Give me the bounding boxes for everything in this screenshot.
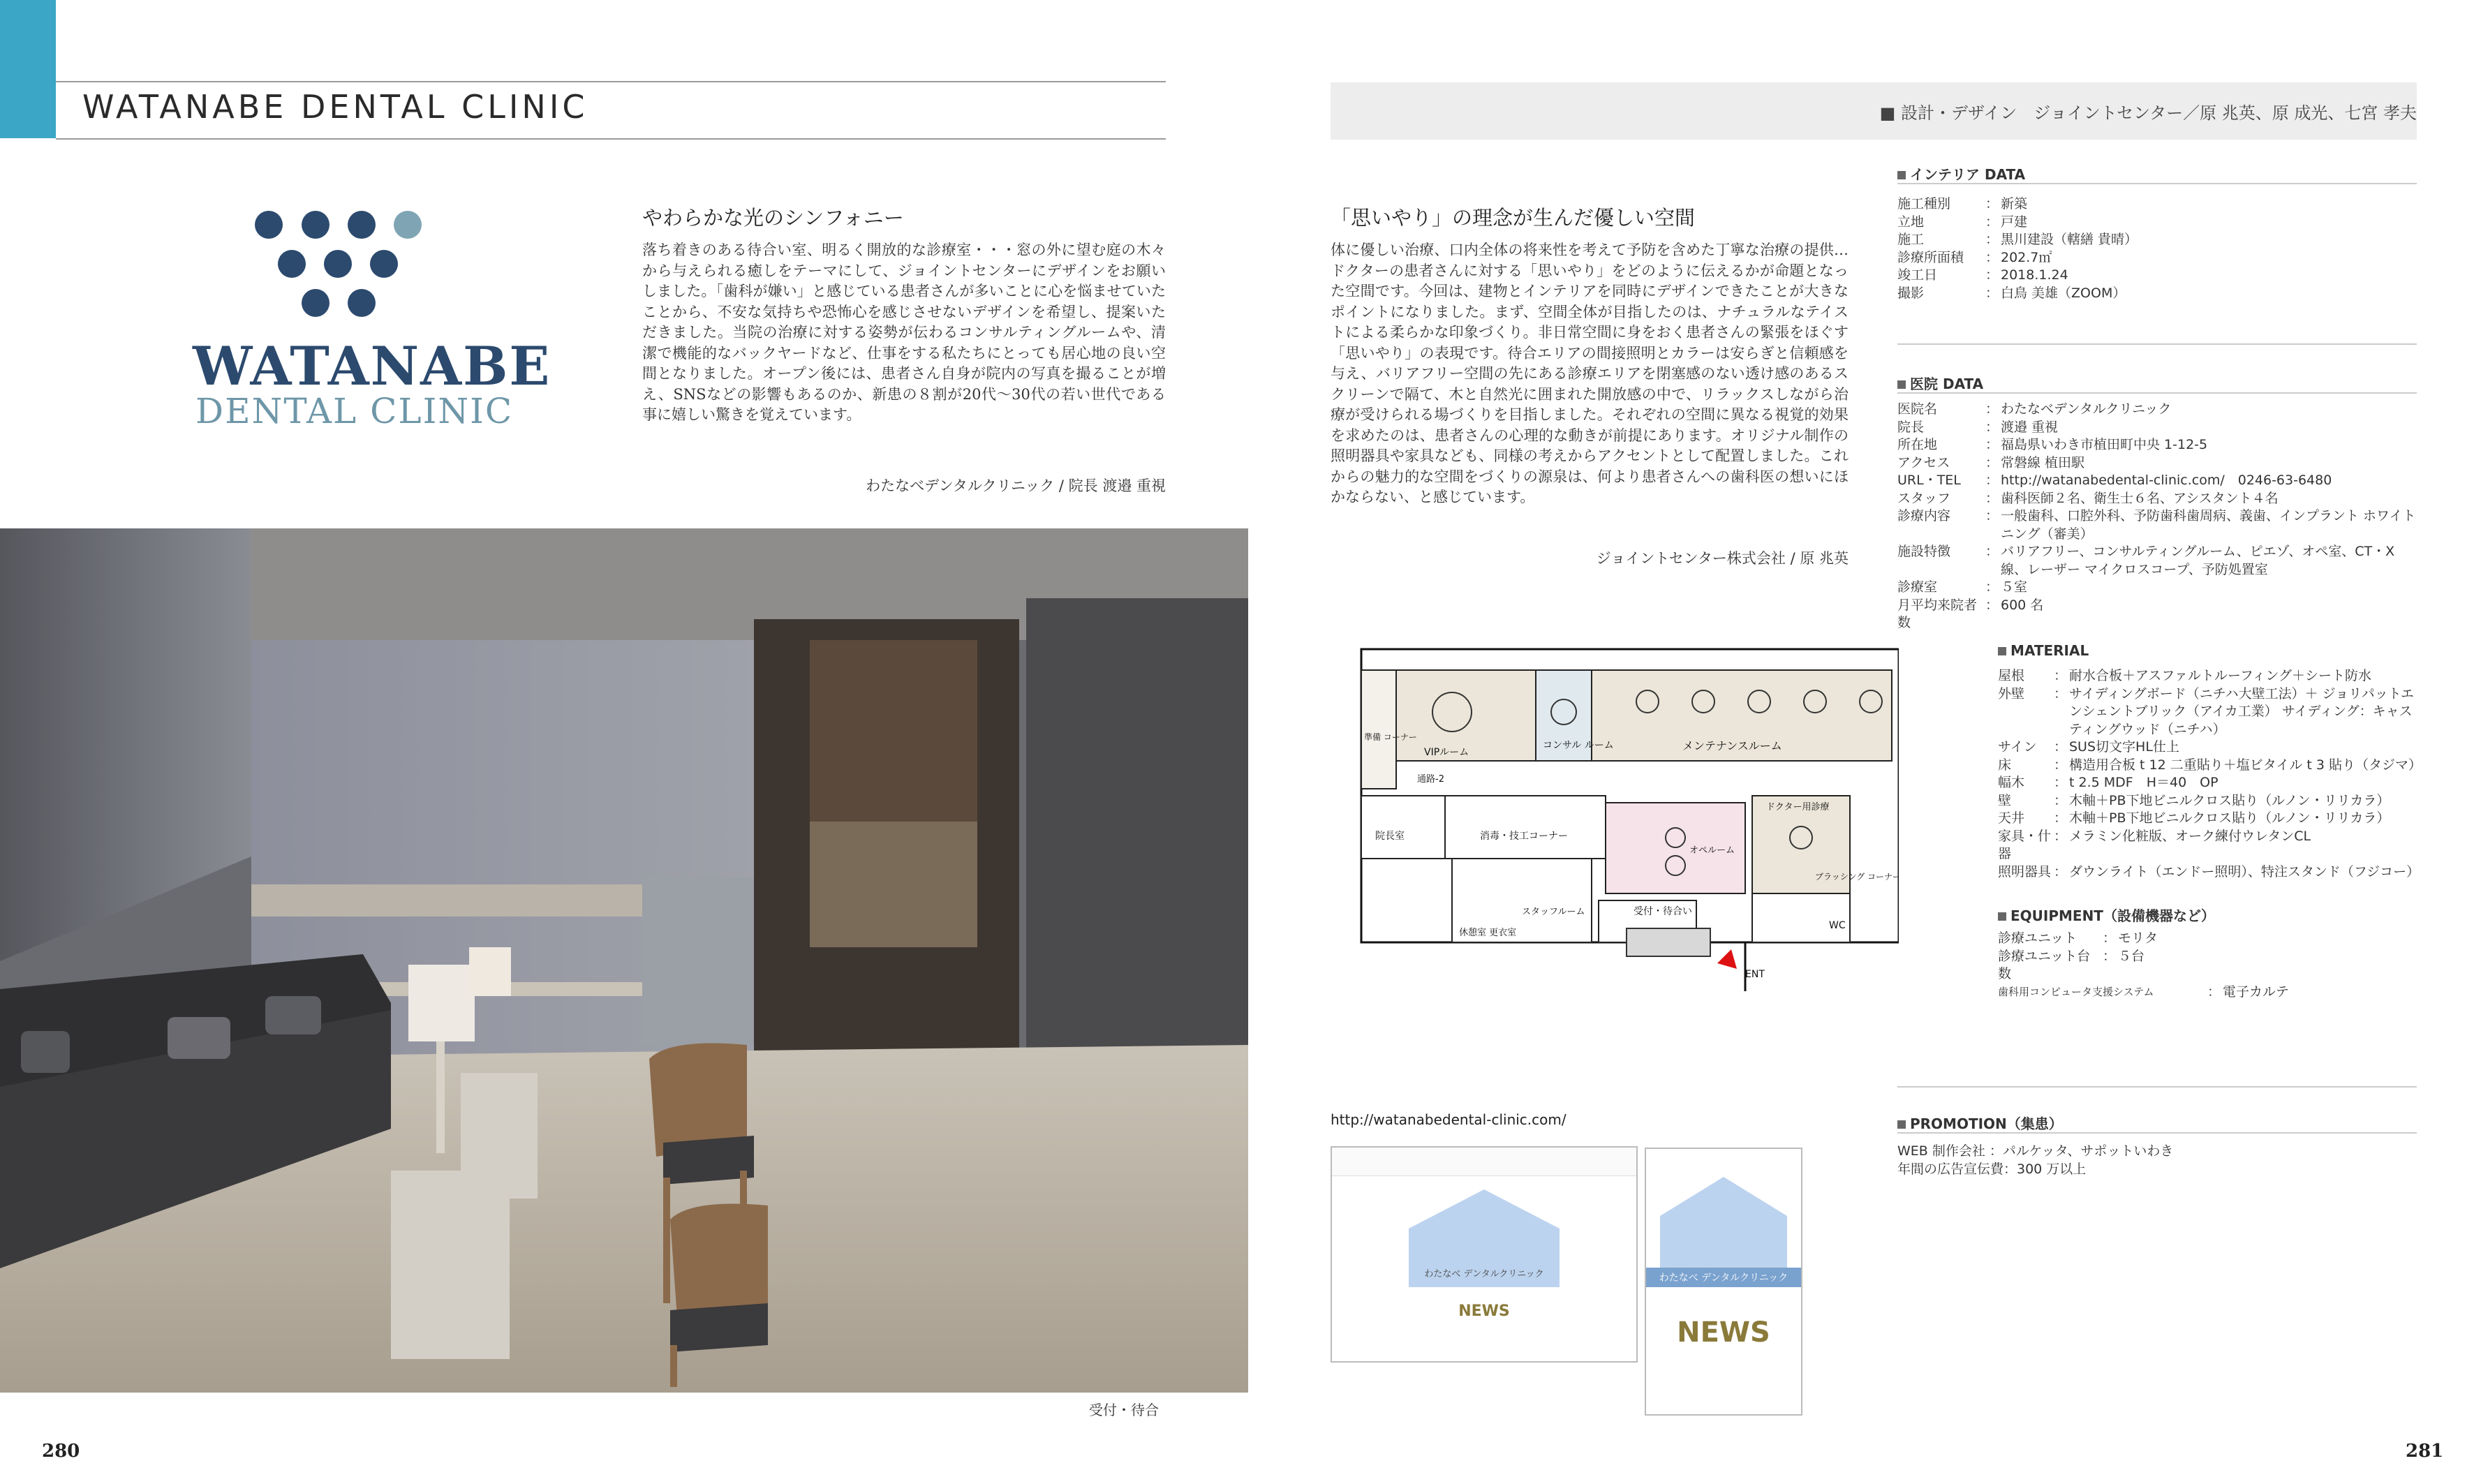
title-rule-bottom [56,138,1166,140]
data-row: 施設特徴 ： バリアフリー、コンサルティングルーム、ピエゾ、オペ室、CT・X線、レーザー マイクロスコープ、予防処置室 [1897,543,2417,579]
data-value: 一般歯科、口腔外科、予防歯科歯周病、義歯、インプラント ホワイトニング（審美） [2001,508,2416,542]
data-row: 撮影 ： 白鳥 美雄（ZOOM） [1897,285,2417,303]
data-value: t 2.5 MDF H＝40 OP [2069,775,2219,790]
data-value: メラミン化粧版、オーク練付ウレタンCL [2069,828,2311,844]
bullet-square-icon [1897,380,1906,389]
clinic-data-table [1897,401,2417,632]
data-value: 渡邉 重視 [2001,419,2059,435]
data-row: サイン ： SUS切文字HL仕上 [1998,739,2417,757]
data-row: 外壁 ： サイディングボード（ニチハ大壁工法）＋ ジョリパットエンシェントブリック（アイカ工業） サイディング：キャスティングウッド（ニチハ） [1998,685,2417,739]
data-row: 家具・什器 ： メラミン化粧版、オーク練付ウレタンCL [1998,828,2417,863]
logo-wordmark: WATANABE [193,335,551,397]
interior-data-title: インテリア DATA [1910,166,2026,183]
photo-caption: 受付・待合 [1089,1402,1159,1418]
data-value: 常磐線 植田駅 [2001,454,2085,470]
data-row: アクセス ： 常磐線 植田駅 [1897,454,2417,473]
data-value: 木軸＋PB下地ビニルクロス貼り（ルノン・リリカラ） [2069,792,2390,808]
data-value: 黒川建設（轄繕 貴晴） [2001,232,2138,247]
data-row: 診療所面積 ： 202.7㎡ [1897,249,2417,267]
website-screenshot-mobile [1645,1148,1802,1416]
bullet-square-icon [1998,647,2006,655]
data-key: スタッフ [1897,490,1951,506]
data-value: ダウンライト（エンドー照明）、特注スタンド（フジコー） [2069,863,2420,880]
data-key: URL・TEL [1897,473,1961,488]
data-value: 歯科医師２名、衛生士６名、アシスタント４名 [2001,490,2279,506]
data-value: 新築 [2001,196,2028,212]
data-value: バリアフリー、コンサルティングルーム、ピエゾ、オペ室、CT・X線、レーザー マイクロスコープ、予防処置室 [2001,544,2395,577]
site-header-bar [1332,1148,1636,1176]
data-row: 診療室 ： ５室 [1897,579,2417,597]
logo-dot [348,211,376,239]
title-rule-top [56,81,1166,82]
data-value: 戸建 [2001,214,2028,230]
data-row: 診療ユニット ： モリタ [1998,930,2417,948]
section-rule [1897,183,2417,184]
data-value: ５台 [2118,948,2145,964]
section-rule [1897,343,2417,345]
page-number-right: 281 [2406,1441,2444,1462]
data-row: 施工種別 ： 新築 [1897,195,2417,214]
section-rule [1897,392,2417,394]
website-screenshot-desktop [1331,1146,1638,1363]
site-title-mobile: わたなべ デンタルクリニック [1646,1268,1801,1287]
data-row: 施工 ： 黒川建設（轄繕 貴晴） [1897,231,2417,249]
data-row: 竣工日 ： 2018.1.24 [1897,267,2417,285]
bullet-square-icon [1897,171,1906,179]
data-value: わたなべデンタルクリニック [2001,401,2172,417]
floor-plan-svg [1354,635,1899,991]
data-row: 診療ユニット台数 ： ５台 [1998,948,2417,984]
clinic-data-heading [1897,373,1983,393]
logo-dot [278,250,306,278]
data-key: 院長 [1897,419,1925,435]
site-hero-shape-mobile [1660,1177,1787,1275]
right-article-signature: ジョイントセンター株式会社 / 原 兆英 [1596,550,1849,567]
clinic-data-title: 医院 DATA [1910,376,1984,392]
promotion-line-2: 年間の広告宣伝費：300 万以上 [1897,1162,2087,1177]
data-row: 医院名 ： わたなべデンタルクリニック [1897,401,2417,419]
data-key: 幅木 [1998,775,2025,790]
plan-label-reception: 受付・待合い [1634,906,1692,917]
interior-data-table [1897,195,2417,302]
bullet-square-icon [1897,1120,1906,1129]
site-title: わたなべ デンタルクリニック [1424,1269,1544,1279]
data-key: 診療内容 [1897,508,1951,524]
data-row: 歯科用コンピュータ支援システム ： 電子カルテ [1998,984,2417,1002]
data-key: サイン [1998,739,2037,755]
data-key: 診療ユニット台数 [1998,948,2091,981]
data-value: 600 名 [2001,597,2044,613]
plan-label-vip: VIPルーム [1424,747,1469,758]
data-row: 診療内容 ： 一般歯科、口腔外科、予防歯科歯周病、義歯、インプラント ホワイトニング（審美） [1897,507,2417,543]
interior-data-heading [1897,163,2025,184]
data-key: アクセス [1897,454,1950,470]
plan-label-maintenance: メンテナンスルーム [1682,739,1782,752]
plan-label-rest: 休憩室 更衣室 [1459,928,1517,938]
clinic-title: WATANABE DENTAL CLINIC [82,88,588,126]
material-heading [1998,642,2089,659]
data-key: 撮影 [1897,285,1925,301]
logo-dot [370,250,398,278]
promotion-heading [1897,1113,2063,1133]
data-value: サイディングボード（ニチハ大壁工法）＋ ジョリパットエンシェントブリック（アイカ工業） サイディング：キャスティングウッド（ニチハ） [2069,685,2414,737]
data-value: ５室 [2001,579,2028,595]
data-row: URL・TEL ： http://watanabedental-clinic.com/ 0246-63-6480 [1897,472,2417,490]
data-key: 医院名 [1897,401,1938,417]
data-key: 屋根 [1998,668,2025,683]
data-key: 壁 [1998,792,2012,808]
data-value: 2018.1.24 [2001,267,2068,283]
data-key: 診療所面積 [1897,249,1964,265]
data-value: 木軸＋PB下地ビニルクロス貼り（ルノン・リリカラ） [2069,810,2390,826]
plan-label-consult: コンサル ルーム [1543,740,1614,751]
data-key: 外壁 [1998,685,2025,702]
material-table [1998,667,2422,881]
plan-label-prep: 準備 コーナー [1364,732,1417,742]
floor-plan [1354,635,1899,991]
right-article-heading: 「思いやり」の理念が生んだ優しい空間 [1331,206,1696,230]
data-row: 院長 ： 渡邉 重視 [1897,419,2417,437]
waiting-room-photo [0,528,1248,1393]
data-row: 所在地 ： 福島県いわき市植田町中央 1-12-5 [1897,436,2417,454]
data-value: 白鳥 美雄（ZOOM） [2001,285,2126,301]
waiting-room-photo-svg [0,528,1248,1393]
left-article-signature: わたなべデンタルクリニック / 院長 渡邉 重視 [866,477,1166,494]
data-value: 福島県いわき市植田町中央 1-12-5 [2001,437,2208,452]
data-key: 診療室 [1897,579,1938,595]
plan-label-staff: スタッフルーム [1522,907,1585,917]
data-key: 歯科用コンピュータ支援システム [1998,985,2154,998]
site-news-mobile: NEWS [1677,1316,1770,1349]
website-url[interactable]: http://watanabedental-clinic.com/ [1331,1111,1566,1128]
site-news: NEWS [1458,1303,1510,1320]
promotion-line-1: WEB 制作会社 ：パルケッタ、サポットいわき [1897,1143,2174,1159]
logo-dot [324,250,352,278]
data-value: 耐水合板＋アスファルトルーフィング＋シート防水 [2069,668,2372,683]
data-value: 電子カルテ [2223,984,2290,1000]
data-row: 壁 ： 木軸＋PB下地ビニルクロス貼り（ルノン・リリカラ） [1998,792,2417,810]
data-row: 照明器具 ： ダウンライト（エンドー照明）、特注スタンド（フジコー） [1998,863,2417,882]
plan-label-sterile: 消毒・技工コーナー [1480,831,1568,842]
logo-dot [302,289,329,317]
data-row: 立地 ： 戸建 [1897,214,2417,232]
data-value: 構造用合板 t 12 二重貼り＋塩ビタイル t 3 貼り（タジマ） [2069,757,2422,773]
left-article-heading: やわらかな光のシンフォニー [642,206,904,230]
promotion-title: PROMOTION（集患） [1910,1115,2063,1132]
data-key: 施工種別 [1897,196,1951,212]
page-number-left: 280 [42,1441,80,1462]
data-key: 床 [1998,757,2012,773]
data-key: 診療ユニット [1998,930,2077,946]
right-article-body: 体に優しい治療、口内全体の将来性を考えて予防を含めた丁寧な治療の提供…ドクターの患者さんに対する「思いやり」をどのように伝えるかが命題となった空間です。今回は、建物とインテリアを同時にデザインできたことが大きなポイントになりました。まず、空間全体が目指したのは、ナチュラルなテイストによる柔らかな印象づくり。非日常空間に身をおく患者さんの緊張をほぐす「思いやり」の表現です。待合エリアの間接照明とカラーは安らぎと信頼感を与え、バリアフリー空間の先にある診療エリアを閉塞感のない透け感のあるスクリーンで隔て、木と自然光に囲まれた開放感の中で、リラックスしながら治療が受けられる場づくりを目指しました。それぞれの空間に異なる視覚的効果を求めたのは、患者さんの心理的な動きが前提にあります。オリジナル制作の照明器具や家具なども、同様の考えからアクセントとして配置しました。これからの魅力的な空間をづくりの源泉は、何より患者さんへの歯科医の想いにほかならない、と感じています。 [1331,242,1849,505]
data-row: 月平均来院者数 ： 600 名 [1897,597,2417,632]
data-row: 幅木 ： t 2.5 MDF H＝40 OP [1998,774,2417,792]
equipment-title: EQUIPMENT（設備機器など） [2010,907,2215,924]
data-row: スタッフ ： 歯科医師２名、衛生士６名、アシスタント４名 [1897,490,2417,508]
data-row: 天井 ： 木軸＋PB下地ビニルクロス貼り（ルノン・リリカラ） [1998,810,2417,828]
section-rule [1897,1086,2417,1088]
data-key: 立地 [1897,214,1925,230]
design-credit: ■ 設計・デザイン ジョイントセンター／原 兆英、原 成光、七宮 孝夫 [1879,103,2417,123]
plan-label-director: 院長室 [1375,831,1405,842]
logo-dot [302,211,329,239]
data-row: 床 ： 構造用合板 t 12 二重貼り＋塩ビタイル t 3 貼り（タジマ） [1998,757,2417,775]
plan-label-corridor: 通路-2 [1417,774,1444,785]
data-key: 所在地 [1897,437,1938,452]
data-key: 照明器具 [1998,863,2052,880]
bullet-square-icon [1998,912,2006,921]
logo-dot [348,289,376,317]
data-key: 施工 [1897,232,1925,247]
material-title: MATERIAL [2010,642,2089,659]
logo-subwordmark: DENTAL CLINIC [195,391,514,431]
plan-label-wc: WC [1829,920,1846,931]
data-key: 竣工日 [1897,267,1938,283]
data-value: SUS切文字HL仕上 [2069,739,2179,755]
logo-dot [394,211,422,239]
data-value: モリタ [2118,930,2158,946]
data-row: 屋根 ： 耐水合板＋アスファルトルーフィング＋シート防水 [1998,667,2417,685]
equipment-heading [1998,905,2215,925]
data-key: 天井 [1998,810,2025,826]
data-value: http://watanabedental-clinic.com/ 0246-63-6480 [2001,473,2332,488]
clinic-logo [251,209,433,321]
data-key: 家具・什器 [1998,828,2052,861]
plan-label-op: オペルーム [1689,845,1735,856]
left-article-body: 落ち着きのある待合い室、明るく開放的な診療室・・・窓の外に望む庭の木々から与えられる癒しをテーマにして、ジョイントセンターにデザインをお願いしました。「歯科が嫌い」と感じている患者さんが多いことに心を悩ませていたことから、不安な気持ちや恐怖心を感じさせないデザインを希望し、提案いただきました。当院の治療に対する姿勢が伝わるコンサルティングルームや、清潔で機能的なバックヤードなど、仕事をする私たちにとっても居心地の良い空間となりました。オープン後には、患者さん自身が院内の写真を撮ることが増え、SNSなどの影響もあるのか、新患の８割が20代～30代の若い世代である事に嬉しい驚きを覚えています。 [642,242,1166,423]
data-value: 202.7㎡ [2001,249,2052,265]
plan-label-ent: ENT [1745,969,1765,980]
equipment-table [1998,930,2417,1001]
section-rule [1897,1132,2417,1134]
logo-dot [255,211,283,239]
data-key: 施設特徴 [1897,544,1951,559]
plan-label-brushing: ブラッシング コーナー [1815,872,1899,882]
plan-label-doctor: ドクター用診療 [1766,802,1830,813]
data-key: 月平均来院者数 [1897,597,1978,630]
accent-tab [0,0,56,138]
